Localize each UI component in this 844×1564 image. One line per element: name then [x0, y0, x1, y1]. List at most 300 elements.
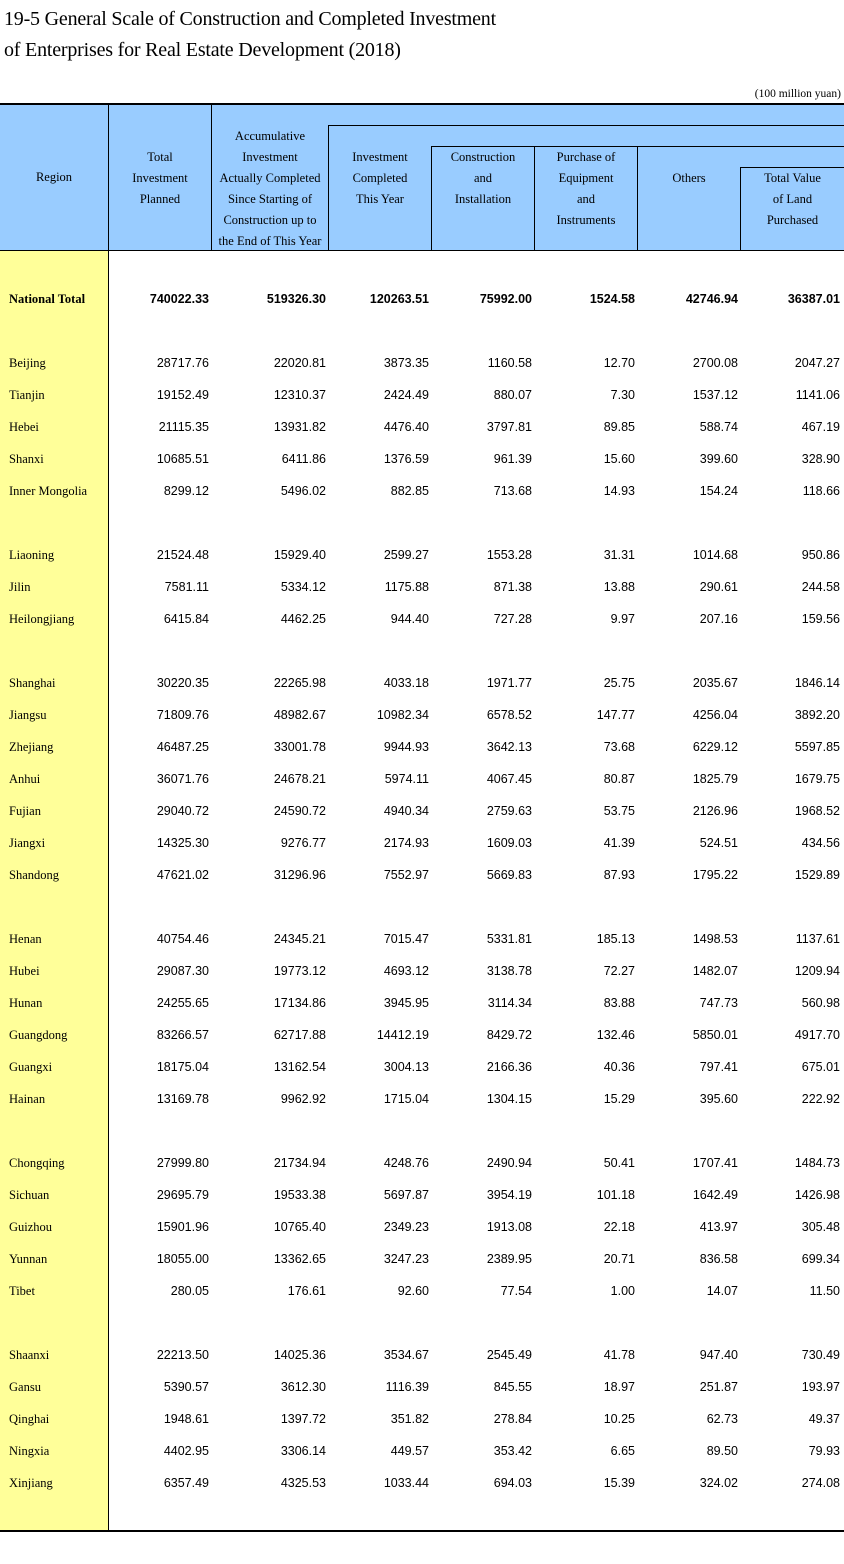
value-cell: 4917.70 — [794, 1028, 840, 1042]
value-cell: 3004.13 — [383, 1060, 429, 1074]
value-cell: 1484.73 — [794, 1156, 840, 1170]
value-cell: 7015.47 — [383, 932, 429, 946]
value-cell: 1304.15 — [486, 1092, 532, 1106]
national-total-row — [0, 289, 844, 309]
value-cell: 3534.67 — [383, 1348, 429, 1362]
region-name: Guizhou — [9, 1220, 53, 1234]
value-cell: 3138.78 — [486, 964, 532, 978]
value-cell: 10765.40 — [273, 1220, 326, 1234]
value-cell: 727.28 — [493, 612, 532, 626]
region-name: Sichuan — [9, 1188, 50, 1202]
table-row — [0, 1377, 844, 1397]
value-cell: 18055.00 — [156, 1252, 209, 1266]
value-cell: 9.97 — [610, 612, 635, 626]
value-cell: 5974.11 — [384, 772, 429, 786]
value-cell: 18175.04 — [156, 1060, 209, 1074]
table-row — [0, 705, 844, 725]
value-cell: 1609.03 — [486, 836, 532, 850]
value-cell: 28717.76 — [156, 356, 209, 370]
value-cell: 1209.94 — [794, 964, 840, 978]
table-row — [0, 801, 844, 821]
value-cell: 1968.52 — [794, 804, 840, 818]
value-cell: 72.27 — [603, 964, 635, 978]
value-cell: 3642.13 — [486, 740, 532, 754]
region-name: Hebei — [9, 420, 39, 434]
table-row — [0, 833, 844, 853]
value-cell: 24590.72 — [273, 804, 326, 818]
value-cell: 4462.25 — [280, 612, 326, 626]
region-name: Beijing — [9, 356, 46, 370]
value-cell: 961.39 — [493, 452, 532, 466]
value-cell: 524.51 — [699, 836, 738, 850]
value-cell: 89.85 — [603, 420, 635, 434]
value-cell: 1825.79 — [692, 772, 738, 786]
value-cell: 324.02 — [699, 1476, 738, 1490]
table-row — [0, 993, 844, 1013]
table-row — [0, 1057, 844, 1077]
value-cell: 17134.86 — [273, 996, 326, 1010]
value-cell: 9276.77 — [280, 836, 326, 850]
header-divider — [637, 146, 638, 250]
region-name: Tibet — [9, 1284, 35, 1298]
table-title — [4, 4, 824, 66]
value-cell: 740022.33 — [149, 292, 209, 306]
value-cell: 79.93 — [808, 1444, 840, 1458]
value-cell: 797.41 — [699, 1060, 738, 1074]
value-cell: 147.77 — [596, 708, 635, 722]
title-line-1: 19-5 General Scale of Construction and Completed Investment — [4, 8, 496, 30]
value-cell: 395.60 — [699, 1092, 738, 1106]
value-cell: 328.90 — [801, 452, 840, 466]
value-cell: 12310.37 — [273, 388, 326, 402]
value-cell: 2759.63 — [486, 804, 532, 818]
value-cell: 947.40 — [699, 1348, 738, 1362]
value-cell: 2545.49 — [486, 1348, 532, 1362]
table-row — [0, 929, 844, 949]
value-cell: 9962.92 — [280, 1092, 326, 1106]
value-cell: 29040.72 — [156, 804, 209, 818]
value-cell: 845.55 — [493, 1380, 532, 1394]
value-cell: 699.34 — [801, 1252, 840, 1266]
value-cell: 4067.45 — [486, 772, 532, 786]
value-cell: 185.13 — [596, 932, 635, 946]
table-row — [0, 673, 844, 693]
value-cell: 2490.94 — [486, 1156, 532, 1170]
value-cell: 1482.07 — [692, 964, 738, 978]
table-row — [0, 449, 844, 469]
value-cell: 5697.87 — [383, 1188, 429, 1202]
value-cell: 1971.77 — [486, 676, 532, 690]
value-cell: 21734.94 — [273, 1156, 326, 1170]
value-cell: 2126.96 — [692, 804, 738, 818]
value-cell: 944.40 — [390, 612, 429, 626]
value-cell: 48982.67 — [273, 708, 326, 722]
region-name: Xinjiang — [9, 1476, 53, 1490]
table-row — [0, 385, 844, 405]
value-cell: 1141.06 — [795, 388, 840, 402]
value-cell: 41.39 — [603, 836, 635, 850]
value-cell: 1846.14 — [794, 676, 840, 690]
value-cell: 353.42 — [493, 1444, 532, 1458]
value-cell: 62717.88 — [273, 1028, 326, 1042]
value-cell: 871.38 — [493, 580, 532, 594]
table-row — [0, 865, 844, 885]
value-cell: 15.39 — [603, 1476, 635, 1490]
value-cell: 13362.65 — [273, 1252, 326, 1266]
value-cell: 1498.53 — [692, 932, 738, 946]
value-cell: 19773.12 — [273, 964, 326, 978]
value-cell: 132.46 — [596, 1028, 635, 1042]
value-cell: 118.66 — [802, 484, 840, 498]
header-bottom-rule — [0, 250, 844, 251]
value-cell: 83266.57 — [156, 1028, 209, 1042]
value-cell: 9944.93 — [383, 740, 429, 754]
table-row — [0, 1441, 844, 1461]
value-cell: 1553.28 — [486, 548, 532, 562]
region-name: Hainan — [9, 1092, 46, 1106]
region-name: Guangxi — [9, 1060, 53, 1074]
value-cell: 6578.52 — [486, 708, 532, 722]
value-cell: 399.60 — [699, 452, 738, 466]
value-cell: 4476.40 — [383, 420, 429, 434]
region-name: Liaoning — [9, 548, 55, 562]
table-row — [0, 1185, 844, 1205]
header-region: Region — [35, 170, 73, 184]
region-name: Shanghai — [9, 676, 56, 690]
value-cell: 3247.23 — [383, 1252, 429, 1266]
table-row — [0, 1473, 844, 1493]
region-name: Gansu — [9, 1380, 41, 1394]
value-cell: 7552.97 — [383, 868, 429, 882]
region-name: Fujian — [9, 804, 41, 818]
value-cell: 77.54 — [500, 1284, 532, 1298]
value-cell: 62.73 — [706, 1412, 738, 1426]
table-row — [0, 1153, 844, 1173]
value-cell: 1116.39 — [385, 1380, 429, 1394]
value-cell: 950.86 — [801, 548, 840, 562]
value-cell: 46487.25 — [156, 740, 209, 754]
value-cell: 29695.79 — [156, 1188, 209, 1202]
value-cell: 1913.08 — [486, 1220, 532, 1234]
value-cell: 13.88 — [603, 580, 635, 594]
region-name: Qinghai — [9, 1412, 50, 1426]
table-row — [0, 769, 844, 789]
value-cell: 3873.35 — [383, 356, 429, 370]
value-cell: 1426.98 — [794, 1188, 840, 1202]
table-row — [0, 737, 844, 757]
value-cell: 4248.76 — [383, 1156, 429, 1170]
value-cell: 6411.86 — [281, 452, 326, 466]
value-cell: 14412.19 — [376, 1028, 429, 1042]
value-cell: 1524.58 — [589, 292, 635, 306]
value-cell: 120263.51 — [369, 292, 429, 306]
value-cell: 40754.46 — [156, 932, 209, 946]
value-cell: 5390.57 — [163, 1380, 209, 1394]
value-cell: 7.30 — [610, 388, 635, 402]
bottom-rule — [0, 1530, 844, 1532]
value-cell: 49.37 — [808, 1412, 840, 1426]
value-cell: 8299.12 — [163, 484, 209, 498]
value-cell: 29087.30 — [156, 964, 209, 978]
value-cell: 413.97 — [699, 1220, 738, 1234]
value-cell: 3945.95 — [383, 996, 429, 1010]
value-cell: 30220.35 — [156, 676, 209, 690]
value-cell: 154.24 — [699, 484, 738, 498]
header-total-planned: Total Investment Planned — [132, 150, 188, 206]
value-cell: 10.25 — [603, 1412, 635, 1426]
value-cell: 6229.12 — [692, 740, 738, 754]
value-cell: 4256.04 — [692, 708, 738, 722]
value-cell: 24255.65 — [156, 996, 209, 1010]
value-cell: 5850.01 — [692, 1028, 738, 1042]
value-cell: 280.05 — [170, 1284, 209, 1298]
value-cell: 14025.36 — [273, 1348, 326, 1362]
value-cell: 305.48 — [801, 1220, 840, 1234]
value-cell: 15.60 — [603, 452, 635, 466]
value-cell: 449.57 — [390, 1444, 429, 1458]
value-cell: 14.93 — [603, 484, 635, 498]
value-cell: 22213.50 — [156, 1348, 209, 1362]
value-cell: 1715.04 — [383, 1092, 429, 1106]
value-cell: 278.84 — [493, 1412, 532, 1426]
value-cell: 5669.83 — [486, 868, 532, 882]
value-cell: 880.07 — [493, 388, 532, 402]
value-cell: 5334.12 — [280, 580, 326, 594]
value-cell: 2389.95 — [486, 1252, 532, 1266]
value-cell: 89.50 — [706, 1444, 738, 1458]
value-cell: 7581.11 — [164, 580, 209, 594]
value-cell: 75992.00 — [479, 292, 532, 306]
value-cell: 1033.44 — [383, 1476, 429, 1490]
header-others: Others — [672, 171, 706, 185]
value-cell: 1.00 — [610, 1284, 635, 1298]
value-cell: 18.97 — [603, 1380, 635, 1394]
value-cell: 244.58 — [801, 580, 840, 594]
value-cell: 222.92 — [801, 1092, 840, 1106]
value-cell: 10685.51 — [156, 452, 209, 466]
value-cell: 2599.27 — [383, 548, 429, 562]
value-cell: 92.60 — [397, 1284, 429, 1298]
table-row — [0, 1249, 844, 1269]
value-cell: 87.93 — [603, 868, 635, 882]
value-cell: 4033.18 — [383, 676, 429, 690]
unit-label: (100 million yuan) — [754, 88, 841, 100]
value-cell: 71809.76 — [156, 708, 209, 722]
region-name: Jiangsu — [9, 708, 47, 722]
value-cell: 3306.14 — [280, 1444, 326, 1458]
value-cell: 53.75 — [603, 804, 635, 818]
region-name: Yunnan — [9, 1252, 48, 1266]
value-cell: 519326.30 — [266, 292, 326, 306]
header-completed-this-year: Investment Completed This Year — [352, 150, 408, 206]
value-cell: 675.01 — [801, 1060, 840, 1074]
value-cell: 207.16 — [699, 612, 738, 626]
value-cell: 5597.85 — [794, 740, 840, 754]
value-cell: 2700.08 — [692, 356, 738, 370]
region-column-border — [108, 251, 109, 1530]
value-cell: 4325.53 — [280, 1476, 326, 1490]
value-cell: 21115.35 — [158, 420, 209, 434]
value-cell: 251.87 — [699, 1380, 738, 1394]
value-cell: 33001.78 — [273, 740, 326, 754]
value-cell: 1707.41 — [692, 1156, 738, 1170]
value-cell: 31.31 — [603, 548, 635, 562]
value-cell: 5496.02 — [280, 484, 326, 498]
value-cell: 24345.21 — [273, 932, 326, 946]
title-line-2: of Enterprises for Real Estate Development (2018) — [4, 39, 401, 61]
value-cell: 22265.98 — [273, 676, 326, 690]
value-cell: 2166.36 — [486, 1060, 532, 1074]
value-cell: 11.50 — [809, 1284, 840, 1298]
table-row — [0, 1281, 844, 1301]
header-construction: Construction and Installation — [450, 150, 516, 206]
value-cell: 31296.96 — [273, 868, 326, 882]
value-cell: 4940.34 — [383, 804, 429, 818]
region-name: Heilongjiang — [9, 612, 75, 626]
value-cell: 50.41 — [603, 1156, 635, 1170]
region-name: Ningxia — [9, 1444, 50, 1458]
value-cell: 12.70 — [603, 356, 635, 370]
region-name: Hunan — [9, 996, 43, 1010]
table-row — [0, 609, 844, 629]
value-cell: 3797.81 — [486, 420, 532, 434]
value-cell: 159.56 — [801, 612, 840, 626]
region-name: Shanxi — [9, 452, 44, 466]
value-cell: 747.73 — [699, 996, 738, 1010]
value-cell: 588.74 — [699, 420, 738, 434]
header-equipment: Purchase of Equipment and Instruments — [556, 150, 616, 227]
header-span-line — [328, 125, 844, 126]
value-cell: 434.56 — [801, 836, 840, 850]
value-cell: 6357.49 — [163, 1476, 209, 1490]
value-cell: 1679.75 — [794, 772, 840, 786]
value-cell: 560.98 — [801, 996, 840, 1010]
value-cell: 22.18 — [603, 1220, 635, 1234]
value-cell: 6415.84 — [163, 612, 209, 626]
table-row — [0, 481, 844, 501]
value-cell: 20.71 — [603, 1252, 635, 1266]
value-cell: 1642.49 — [692, 1188, 738, 1202]
region-name: Inner Mongolia — [9, 484, 88, 498]
region-name: Hubei — [9, 964, 40, 978]
value-cell: 15.29 — [603, 1092, 635, 1106]
value-cell: 882.85 — [390, 484, 429, 498]
value-cell: 1397.72 — [280, 1412, 326, 1426]
value-cell: 6.65 — [610, 1444, 635, 1458]
value-cell: 47621.02 — [156, 868, 209, 882]
value-cell: 41.78 — [603, 1348, 635, 1362]
table-row — [0, 1217, 844, 1237]
region-name: Anhui — [9, 772, 41, 786]
value-cell: 24678.21 — [273, 772, 326, 786]
value-cell: 14325.30 — [156, 836, 209, 850]
value-cell: 730.49 — [801, 1348, 840, 1362]
value-cell: 1795.22 — [692, 868, 738, 882]
value-cell: 2349.23 — [383, 1220, 429, 1234]
value-cell: 15929.40 — [273, 548, 326, 562]
value-cell: 1014.68 — [692, 548, 738, 562]
value-cell: 80.87 — [603, 772, 635, 786]
region-column-bg — [0, 251, 108, 1530]
value-cell: 1376.59 — [383, 452, 429, 466]
value-cell: 19533.38 — [273, 1188, 326, 1202]
header-land: Total Value of Land Purchased — [764, 171, 821, 227]
value-cell: 10982.34 — [376, 708, 429, 722]
value-cell: 713.68 — [493, 484, 532, 498]
table-row — [0, 1409, 844, 1429]
value-cell: 13931.82 — [273, 420, 326, 434]
table-row — [0, 545, 844, 565]
value-cell: 8429.72 — [486, 1028, 532, 1042]
value-cell: 21524.48 — [156, 548, 209, 562]
value-cell: 22020.81 — [273, 356, 326, 370]
value-cell: 15901.96 — [156, 1220, 209, 1234]
value-cell: 3114.34 — [487, 996, 532, 1010]
value-cell: 1175.88 — [384, 580, 429, 594]
region-name: Jilin — [9, 580, 31, 594]
table-row — [0, 1025, 844, 1045]
table-row — [0, 961, 844, 981]
value-cell: 36071.76 — [156, 772, 209, 786]
value-cell: 1137.61 — [795, 932, 840, 946]
value-cell: 836.58 — [699, 1252, 738, 1266]
value-cell: 193.97 — [801, 1380, 840, 1394]
value-cell: 14.07 — [706, 1284, 738, 1298]
value-cell: 351.82 — [390, 1412, 429, 1426]
value-cell: 2047.27 — [794, 356, 840, 370]
region-name: Chongqing — [9, 1156, 65, 1170]
value-cell: 36387.01 — [787, 292, 840, 306]
region-name: Henan — [9, 932, 42, 946]
value-cell: 3892.20 — [794, 708, 840, 722]
value-cell: 467.19 — [801, 420, 840, 434]
value-cell: 13169.78 — [156, 1092, 209, 1106]
value-cell: 42746.94 — [685, 292, 738, 306]
value-cell: 83.88 — [603, 996, 635, 1010]
value-cell: 27999.80 — [156, 1156, 209, 1170]
value-cell: 25.75 — [603, 676, 635, 690]
value-cell: 5331.81 — [486, 932, 532, 946]
value-cell: 40.36 — [603, 1060, 635, 1074]
value-cell: 2035.67 — [692, 676, 738, 690]
value-cell: 274.08 — [801, 1476, 840, 1490]
value-cell: 1529.89 — [794, 868, 840, 882]
value-cell: 2174.93 — [383, 836, 429, 850]
region-name: Shaanxi — [9, 1348, 50, 1362]
value-cell: 101.18 — [596, 1188, 635, 1202]
table-row — [0, 417, 844, 437]
value-cell: 1160.58 — [487, 356, 532, 370]
table-row — [0, 1345, 844, 1365]
value-cell: 13162.54 — [273, 1060, 326, 1074]
value-cell: 3612.30 — [280, 1380, 326, 1394]
header-accumulative: Accumulative Investment Actually Completed Since Starting of Construction up to the End of This Year — [218, 129, 322, 248]
table-row — [0, 1089, 844, 1109]
value-cell: 4693.12 — [383, 964, 429, 978]
region-name: Tianjin — [9, 388, 45, 402]
value-cell: 1537.12 — [692, 388, 738, 402]
value-cell: 4402.95 — [163, 1444, 209, 1458]
region-name: Zhejiang — [9, 740, 54, 754]
region-name: Guangdong — [9, 1028, 68, 1042]
value-cell: 2424.49 — [383, 388, 429, 402]
region-name: National Total — [9, 292, 86, 306]
value-cell: 73.68 — [603, 740, 635, 754]
table-row — [0, 577, 844, 597]
value-cell: 290.61 — [699, 580, 738, 594]
table-row — [0, 353, 844, 373]
value-cell: 694.03 — [493, 1476, 532, 1490]
